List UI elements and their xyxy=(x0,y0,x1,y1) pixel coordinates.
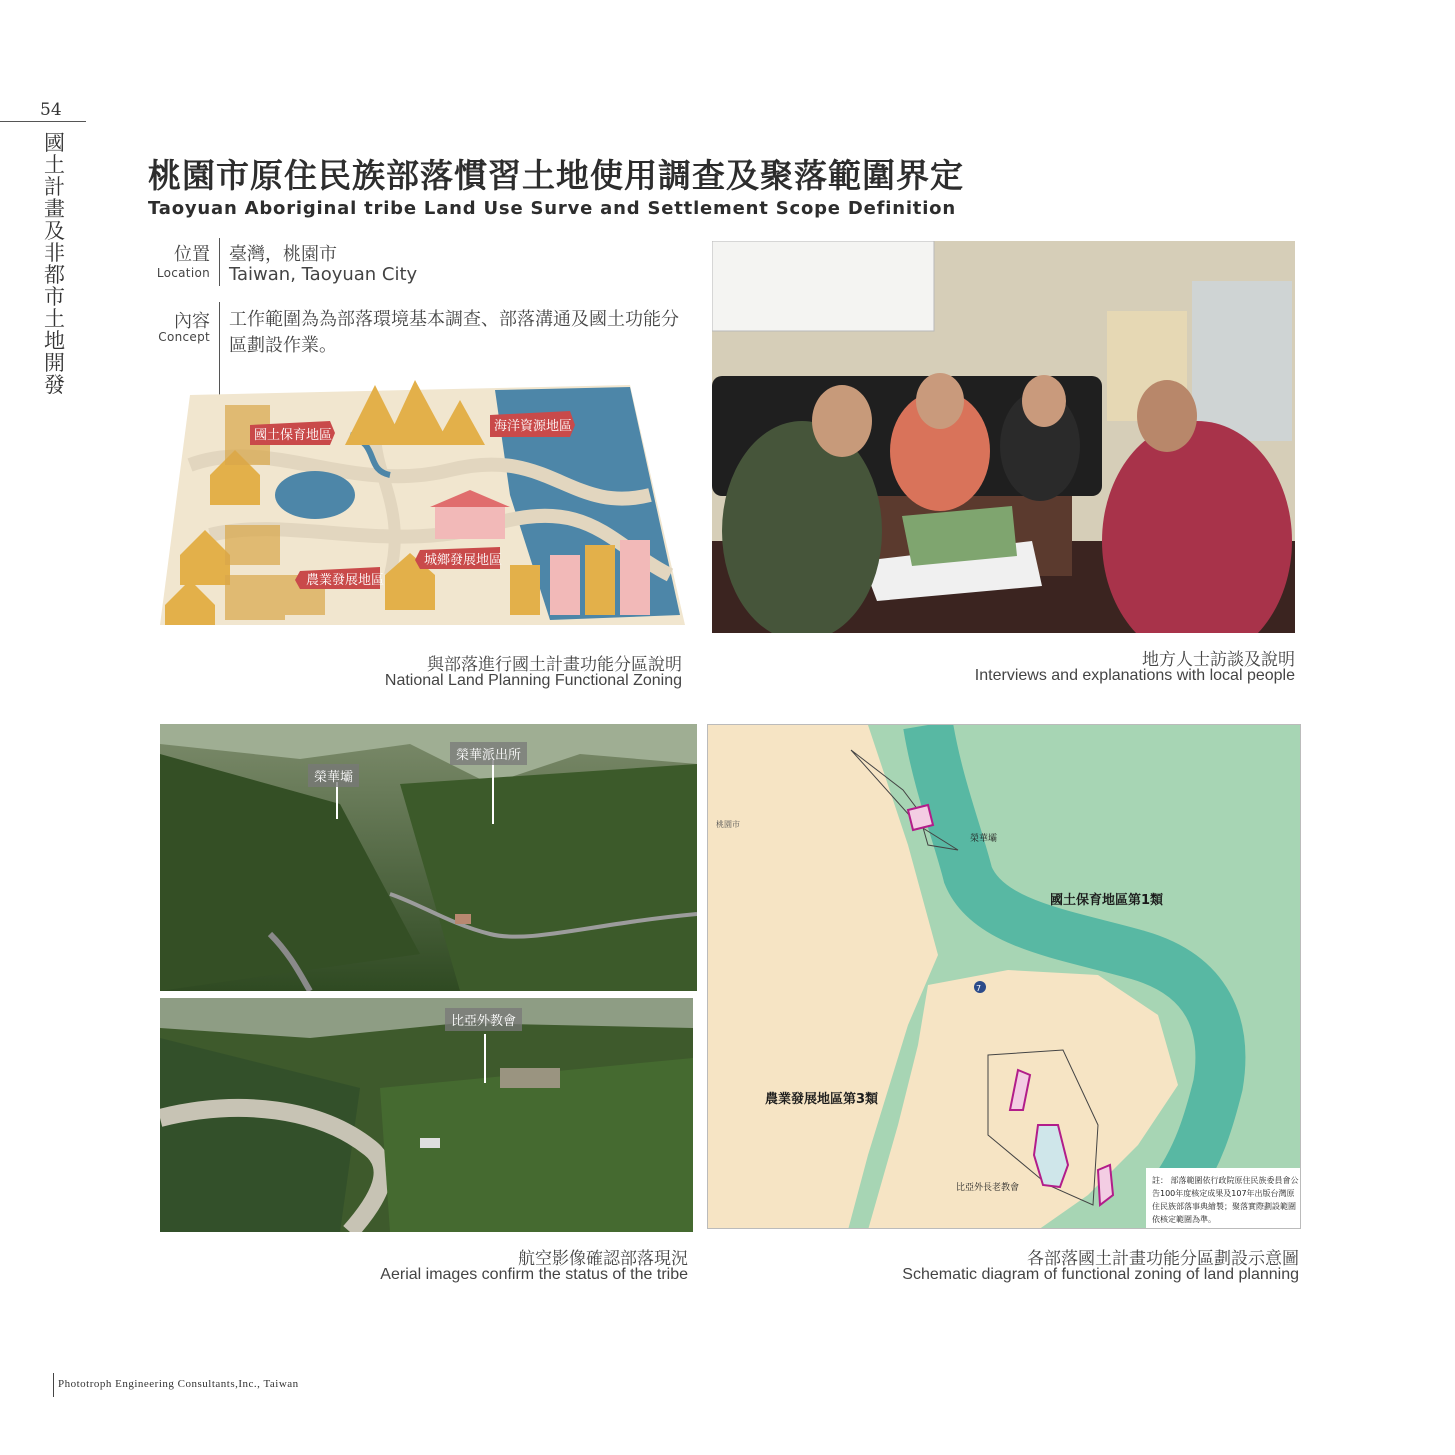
aerial-photo-2 xyxy=(160,998,693,1232)
illustration-label-ocean: 海洋資源地區 xyxy=(494,419,573,434)
map-caption-zh: 各部落國土計畫功能分區劃設示意圖 xyxy=(1027,1249,1299,1269)
footer-company: Phototroph Engineering Consultants,Inc., Taiwan xyxy=(58,1378,299,1390)
illustration-caption-en: National Land Planning Functional Zoning xyxy=(384,672,682,689)
concept-label-en: Concept xyxy=(158,330,210,344)
location-value-en: Taiwan, Taoyuan City xyxy=(229,264,418,285)
page-title-en: Taoyuan Aboriginal tribe Land Use Surve and Settlement Scope Definition xyxy=(148,198,956,219)
meeting-photo xyxy=(712,241,1295,633)
location-value-zh: 臺灣，桃園市 xyxy=(229,244,337,265)
map-place-rongxing: 榮華壩 xyxy=(970,834,998,844)
concept-value: 工作範圍為為部落環境基本調查、部落溝通及國土功能分區劃設作業。 xyxy=(229,309,679,356)
zoning-illustration xyxy=(150,375,690,635)
aerial-caption-zh: 航空影像確認部落現況 xyxy=(518,1249,688,1269)
info-rule-1 xyxy=(219,238,220,286)
footer-rule xyxy=(53,1373,54,1397)
map-route-marker: 7 xyxy=(976,984,982,993)
illustration-label-conservation: 國土保育地區 xyxy=(254,428,333,443)
aerial-pin-police-station: 榮華派出所 xyxy=(450,742,527,765)
zoning-map xyxy=(707,724,1301,1229)
concept-label-zh: 內容 xyxy=(174,311,210,332)
illustration-label-urban: 城鄉發展地區 xyxy=(424,553,503,568)
meeting-caption-zh: 地方人士訪談及說明 xyxy=(1142,650,1295,670)
map-corner-label: 桃園市 xyxy=(716,820,740,829)
illustration-label-agriculture: 農業發展地區 xyxy=(306,573,385,588)
map-caption-en: Schematic diagram of functional zoning of land planning xyxy=(902,1266,1299,1283)
location-label-en: Location xyxy=(156,266,210,280)
aerial-pin-rongxing-dam: 榮華壩 xyxy=(308,764,359,787)
aerial-caption-en: Aerial images confirm the status of the tribe xyxy=(380,1266,688,1283)
page-title-zh: 桃園市原住民族部落慣習土地使用調查及聚落範圍界定 xyxy=(148,156,964,195)
meeting-caption-en: Interviews and explanations with local people xyxy=(974,667,1295,684)
aerial-pin-church: 比亞外教會 xyxy=(445,1008,522,1031)
section-vertical-title: 國土計畫及非都市土地開發 xyxy=(44,131,65,397)
map-label-conservation: 國土保育地區第1類 xyxy=(1050,893,1164,908)
aerial-photo-1 xyxy=(160,724,697,991)
map-place-church: 比亞外長老教會 xyxy=(956,1183,1020,1193)
location-label-zh: 位置 xyxy=(174,244,210,265)
page-number: 54 xyxy=(40,100,62,120)
illustration-caption-zh: 與部落進行國土計畫功能分區說明 xyxy=(427,655,682,675)
page-number-rule xyxy=(0,121,86,122)
map-note: 註： 部落範圍依行政院原住民族委員會公告100年度核定成果及107年出版台灣原住民族部落事典繪製；聚落實際劃設範圍依核定範圍為準。 xyxy=(1146,1168,1301,1229)
map-label-agriculture: 農業發展地區第3類 xyxy=(765,1092,879,1107)
